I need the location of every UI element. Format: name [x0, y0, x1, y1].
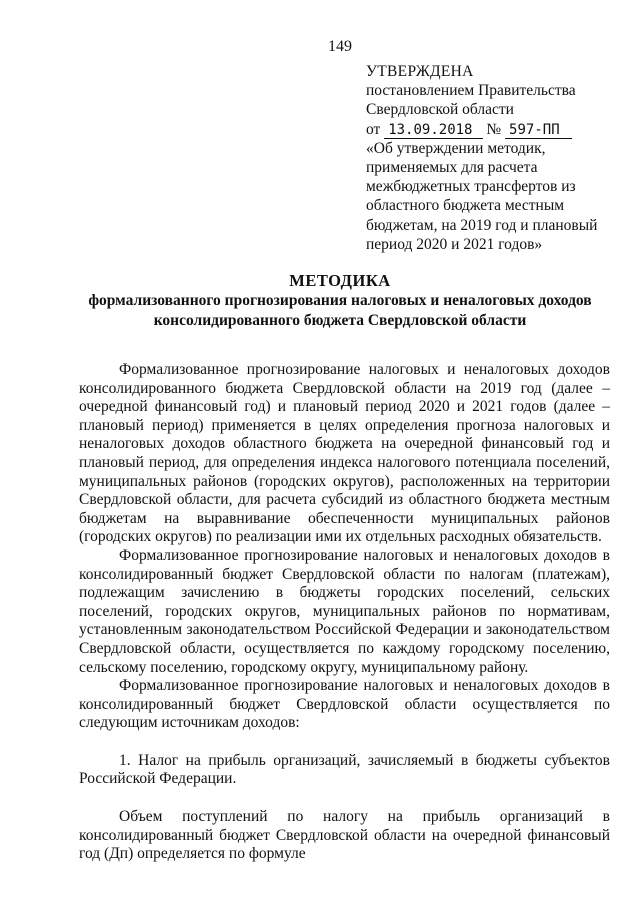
- approval-block: [366, 62, 626, 254]
- approval-date: 13.09.2018: [384, 123, 482, 139]
- section-item-1: 1. Налог на прибыль организаций, зачисляемый в бюджеты субъектов Российской Федерации.: [79, 751, 610, 788]
- document-title: МЕТОДИКА: [289, 271, 391, 290]
- document-heading: [60, 271, 620, 330]
- paragraph: Формализованное прогнозирование налоговых и неналоговых доходов в консолидированный бюджет Свердловской области по налогам (платежам), подлежащим зачислению в бюджеты городских поселений, сельских поселений, городских округов, муниципальных районов по нормативам, установленным законодательством Российской Федерации и законодательством Свердловской области, осуществляется по каждому городскому поселению, сельскому поселению, городскому округу, муниципальному району.: [79, 546, 610, 676]
- document-body: [79, 361, 610, 864]
- date-prefix: от: [366, 120, 381, 138]
- paragraph: Формализованное прогнозирование налоговых и неналоговых доходов в консолидированный бюджет Свердловской области осуществляется по следующим источникам доходов:: [79, 677, 610, 732]
- paragraph: Объем поступлений по налогу на прибыль организаций в консолидированный бюджет Свердловской области на очередной финансовый год (Дп) определяется по формуле: [79, 808, 610, 863]
- number-prefix: №: [486, 120, 502, 138]
- document-subtitle: формализованного прогнозирования налоговых и неналоговых доходов консолидированного бюджета Свердловской области: [88, 292, 592, 329]
- approval-subject: «Об утверждении методик, применяемых для расчета межбюджетных трансфертов из областного бюджета местным бюджетам, на 2019 год и плановый период 2020 и 2021 годов»: [366, 139, 598, 253]
- approval-number: 597-ПП: [505, 123, 572, 139]
- page-number: 149: [328, 38, 352, 55]
- approval-line-2: Свердловской области: [366, 101, 514, 119]
- approval-line-1: постановлением Правительства: [366, 82, 576, 100]
- paragraph: Формализованное прогнозирование налоговых и неналоговых доходов консолидированного бюджета Свердловской области на 2019 год (далее – очередной финансовый год) и плановый период 2020 и 2021 годов (далее – плановый период) применяется в целях определения прогноза налоговых и неналоговых доходов областного бюджета на очередной финансовый год и плановый период, для определения индекса налогового потенциала поселений, муниципальных районов (городских округов), расположенных на территории Свердловской области, для расчета субсидий из областного бюджета местным бюджетам на выравнивание обеспеченности муниципальных районов (городских округов) по реализации ими их отдельных расходных обязательств.: [79, 361, 610, 546]
- approval-title: УТВЕРЖДЕНА: [366, 63, 474, 80]
- approval-number-line: [366, 120, 626, 139]
